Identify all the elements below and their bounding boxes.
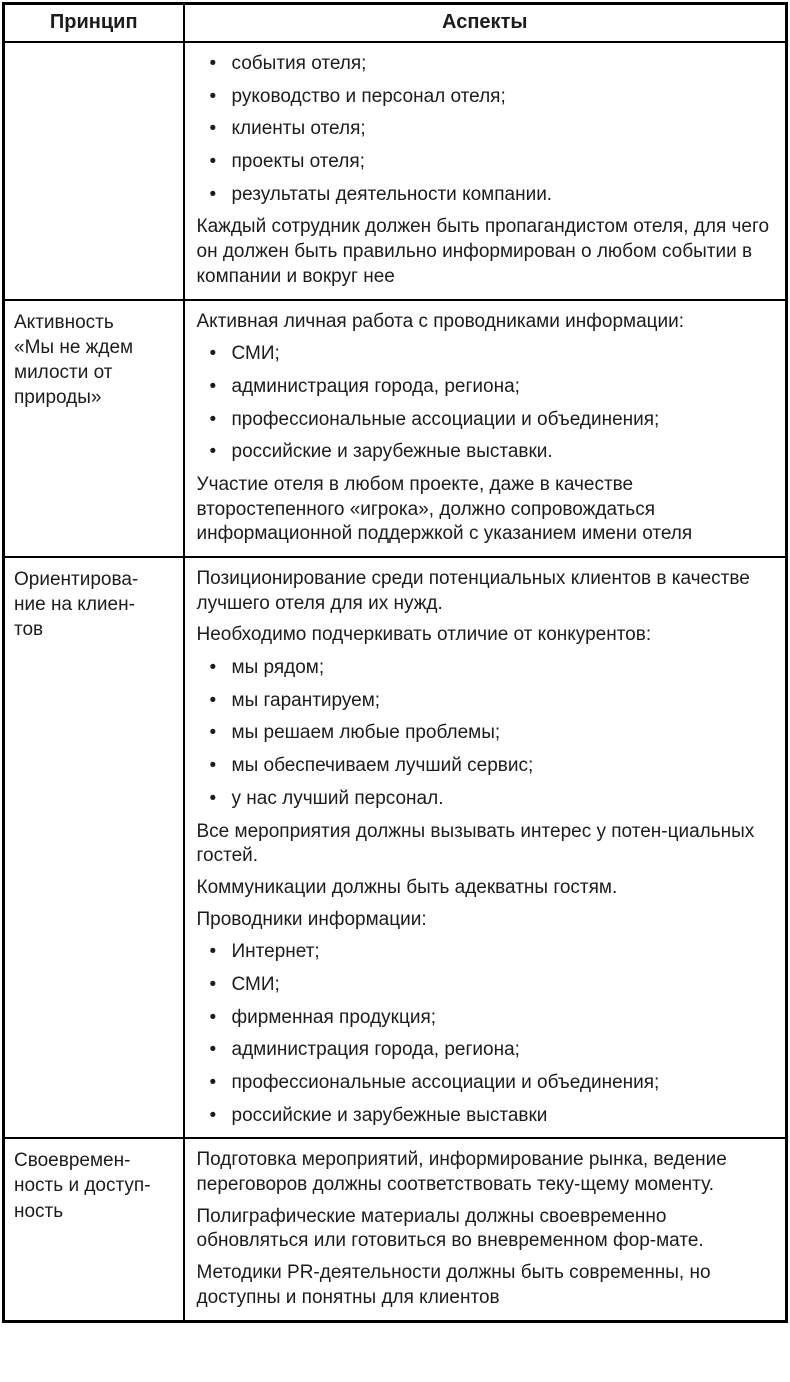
- bullet-item: [197, 754, 772, 779]
- paragraph: Подготовка мероприятий, информирование рынка, ведение переговоров должны соответствовать теку-щему моменту.: [196, 1149, 727, 1196]
- table-header-row: [4, 4, 787, 43]
- principle-line: Своевремен-: [14, 1150, 131, 1172]
- bullet-marker-icon: •: [209, 1039, 217, 1061]
- bullet-text: СМИ;: [231, 343, 280, 365]
- bullet-marker-icon: •: [209, 689, 217, 711]
- paragraph: Участие отеля в любом проекте, даже в качестве второстепенного «игрока», должно сопровождаться информационной поддержкой с указанием имени отеля: [196, 473, 693, 545]
- bullet-item: [197, 117, 772, 142]
- principle-line: «Мы не ждем: [14, 336, 134, 358]
- paragraph: Необходимо подчеркивать отличие от конкурентов:: [196, 624, 652, 646]
- column-header-aspects: Аспекты: [184, 4, 787, 43]
- paragraph: Позиционирование среди потенциальных клиентов в качестве лучшего отеля для их нужд.: [196, 568, 750, 614]
- bullet-text: российские и зарубежные выставки.: [231, 441, 553, 463]
- bullet-text: клиенты отеля;: [231, 118, 366, 140]
- aspects-cell: [184, 42, 787, 300]
- paragraph: Полиграфические материалы должны своевременно обновляться или готовиться во вневременном фор-мате.: [196, 1205, 704, 1252]
- bullet-marker-icon: •: [209, 85, 217, 107]
- principle-cell: [4, 557, 184, 1138]
- bullet-text: у нас лучший персонал.: [231, 787, 444, 809]
- bullet-text: администрация города, региона;: [231, 1039, 520, 1061]
- paragraph: Все мероприятия должны вызывать интерес у потен-циальных гостей.: [196, 820, 755, 867]
- bullet-text: руководство и персонал отеля;: [231, 85, 506, 107]
- bullet-marker-icon: •: [209, 118, 217, 140]
- table-row: [4, 42, 787, 300]
- bullet-item: [197, 721, 772, 746]
- bullet-item: [197, 1071, 772, 1096]
- principle-cell: [4, 42, 184, 300]
- principle-line: тов: [14, 619, 44, 641]
- bullet-item: [197, 375, 772, 400]
- bullet-text: мы рядом;: [231, 657, 325, 679]
- bullet-item: [197, 787, 772, 812]
- bullet-text: мы гарантируем;: [231, 689, 381, 711]
- principle-line: ность: [14, 1200, 64, 1222]
- principle-line: природы»: [14, 386, 102, 408]
- bullet-marker-icon: •: [209, 722, 217, 744]
- bullet-marker-icon: •: [209, 1072, 217, 1093]
- bullet-marker-icon: •: [209, 787, 217, 809]
- paragraph: Коммуникации должны быть адекватны гостям.: [196, 876, 618, 898]
- aspects-cell: [184, 557, 787, 1138]
- aspects-cell: [184, 300, 787, 558]
- bullet-marker-icon: •: [209, 755, 217, 777]
- bullet-item: [197, 1006, 772, 1031]
- paragraph: Каждый сотрудник должен быть пропагандистом отеля, для чего он должен быть правильно информирован о любом событии в компании и вокруг нее: [196, 216, 770, 287]
- bullet-marker-icon: •: [209, 375, 217, 397]
- bullet-marker-icon: •: [209, 441, 217, 463]
- principle-line: Ориентирова-: [14, 569, 139, 590]
- bullet-item: [197, 1104, 772, 1129]
- bullet-text: события отеля;: [231, 53, 367, 74]
- bullet-text: проекты отеля;: [231, 151, 365, 173]
- bullet-item: [197, 150, 772, 175]
- principle-cell: [4, 1138, 184, 1321]
- table-row: [4, 300, 787, 558]
- principles-aspects-table: [2, 2, 788, 1323]
- bullet-text: мы обеспечиваем лучший сервис;: [231, 755, 534, 777]
- principle-line: ние на клиен-: [14, 594, 135, 616]
- bullet-marker-icon: •: [209, 151, 217, 173]
- bullet-item: [197, 52, 772, 77]
- bullet-text: СМИ;: [231, 973, 280, 995]
- bullet-item: [197, 656, 772, 681]
- bullet-item: [197, 940, 772, 965]
- paragraph: Методики PR-деятельности должны быть современны, но доступны и понятны для клиентов: [196, 1262, 711, 1308]
- table-row: [4, 1138, 787, 1321]
- bullet-marker-icon: •: [209, 657, 217, 679]
- bullet-marker-icon: •: [209, 183, 217, 205]
- bullet-marker-icon: •: [209, 408, 217, 430]
- bullet-item: [197, 342, 772, 367]
- bullet-item: [197, 408, 772, 433]
- bullet-text: профессиональные ассоциации и объединения;: [231, 1072, 660, 1093]
- bullet-item: [197, 1038, 772, 1063]
- bullet-text: результаты деятельности компании.: [231, 183, 553, 205]
- bullet-item: [197, 973, 772, 998]
- bullet-text: администрация города, региона;: [231, 375, 520, 397]
- principle-line: ность и доступ-: [14, 1175, 151, 1197]
- table-row: [4, 557, 787, 1138]
- table-body: [4, 42, 787, 1321]
- principle-line: милости от: [14, 361, 113, 383]
- column-header-principle: Принцип: [4, 4, 184, 43]
- principle-line: Активность: [14, 311, 114, 333]
- principle-cell: [4, 300, 184, 558]
- bullet-marker-icon: •: [209, 1104, 217, 1126]
- paragraph: Активная личная работа с проводниками информации:: [196, 310, 685, 332]
- bullet-text: Интернет;: [231, 941, 320, 963]
- bullet-marker-icon: •: [209, 53, 217, 74]
- bullet-marker-icon: •: [209, 973, 217, 995]
- bullet-item: [197, 440, 772, 465]
- bullet-marker-icon: •: [209, 941, 217, 963]
- aspects-cell: [184, 1138, 787, 1321]
- bullet-text: российские и зарубежные выставки: [231, 1104, 548, 1126]
- bullet-text: профессиональные ассоциации и объединения;: [231, 408, 660, 430]
- bullet-marker-icon: •: [209, 1006, 217, 1028]
- bullet-item: [197, 689, 772, 714]
- bullet-text: мы решаем любые проблемы;: [231, 722, 501, 744]
- bullet-item: [197, 183, 772, 208]
- paragraph: Проводники информации:: [196, 908, 427, 930]
- bullet-marker-icon: •: [209, 343, 217, 365]
- bullet-text: фирменная продукция;: [231, 1006, 437, 1028]
- bullet-item: [197, 85, 772, 110]
